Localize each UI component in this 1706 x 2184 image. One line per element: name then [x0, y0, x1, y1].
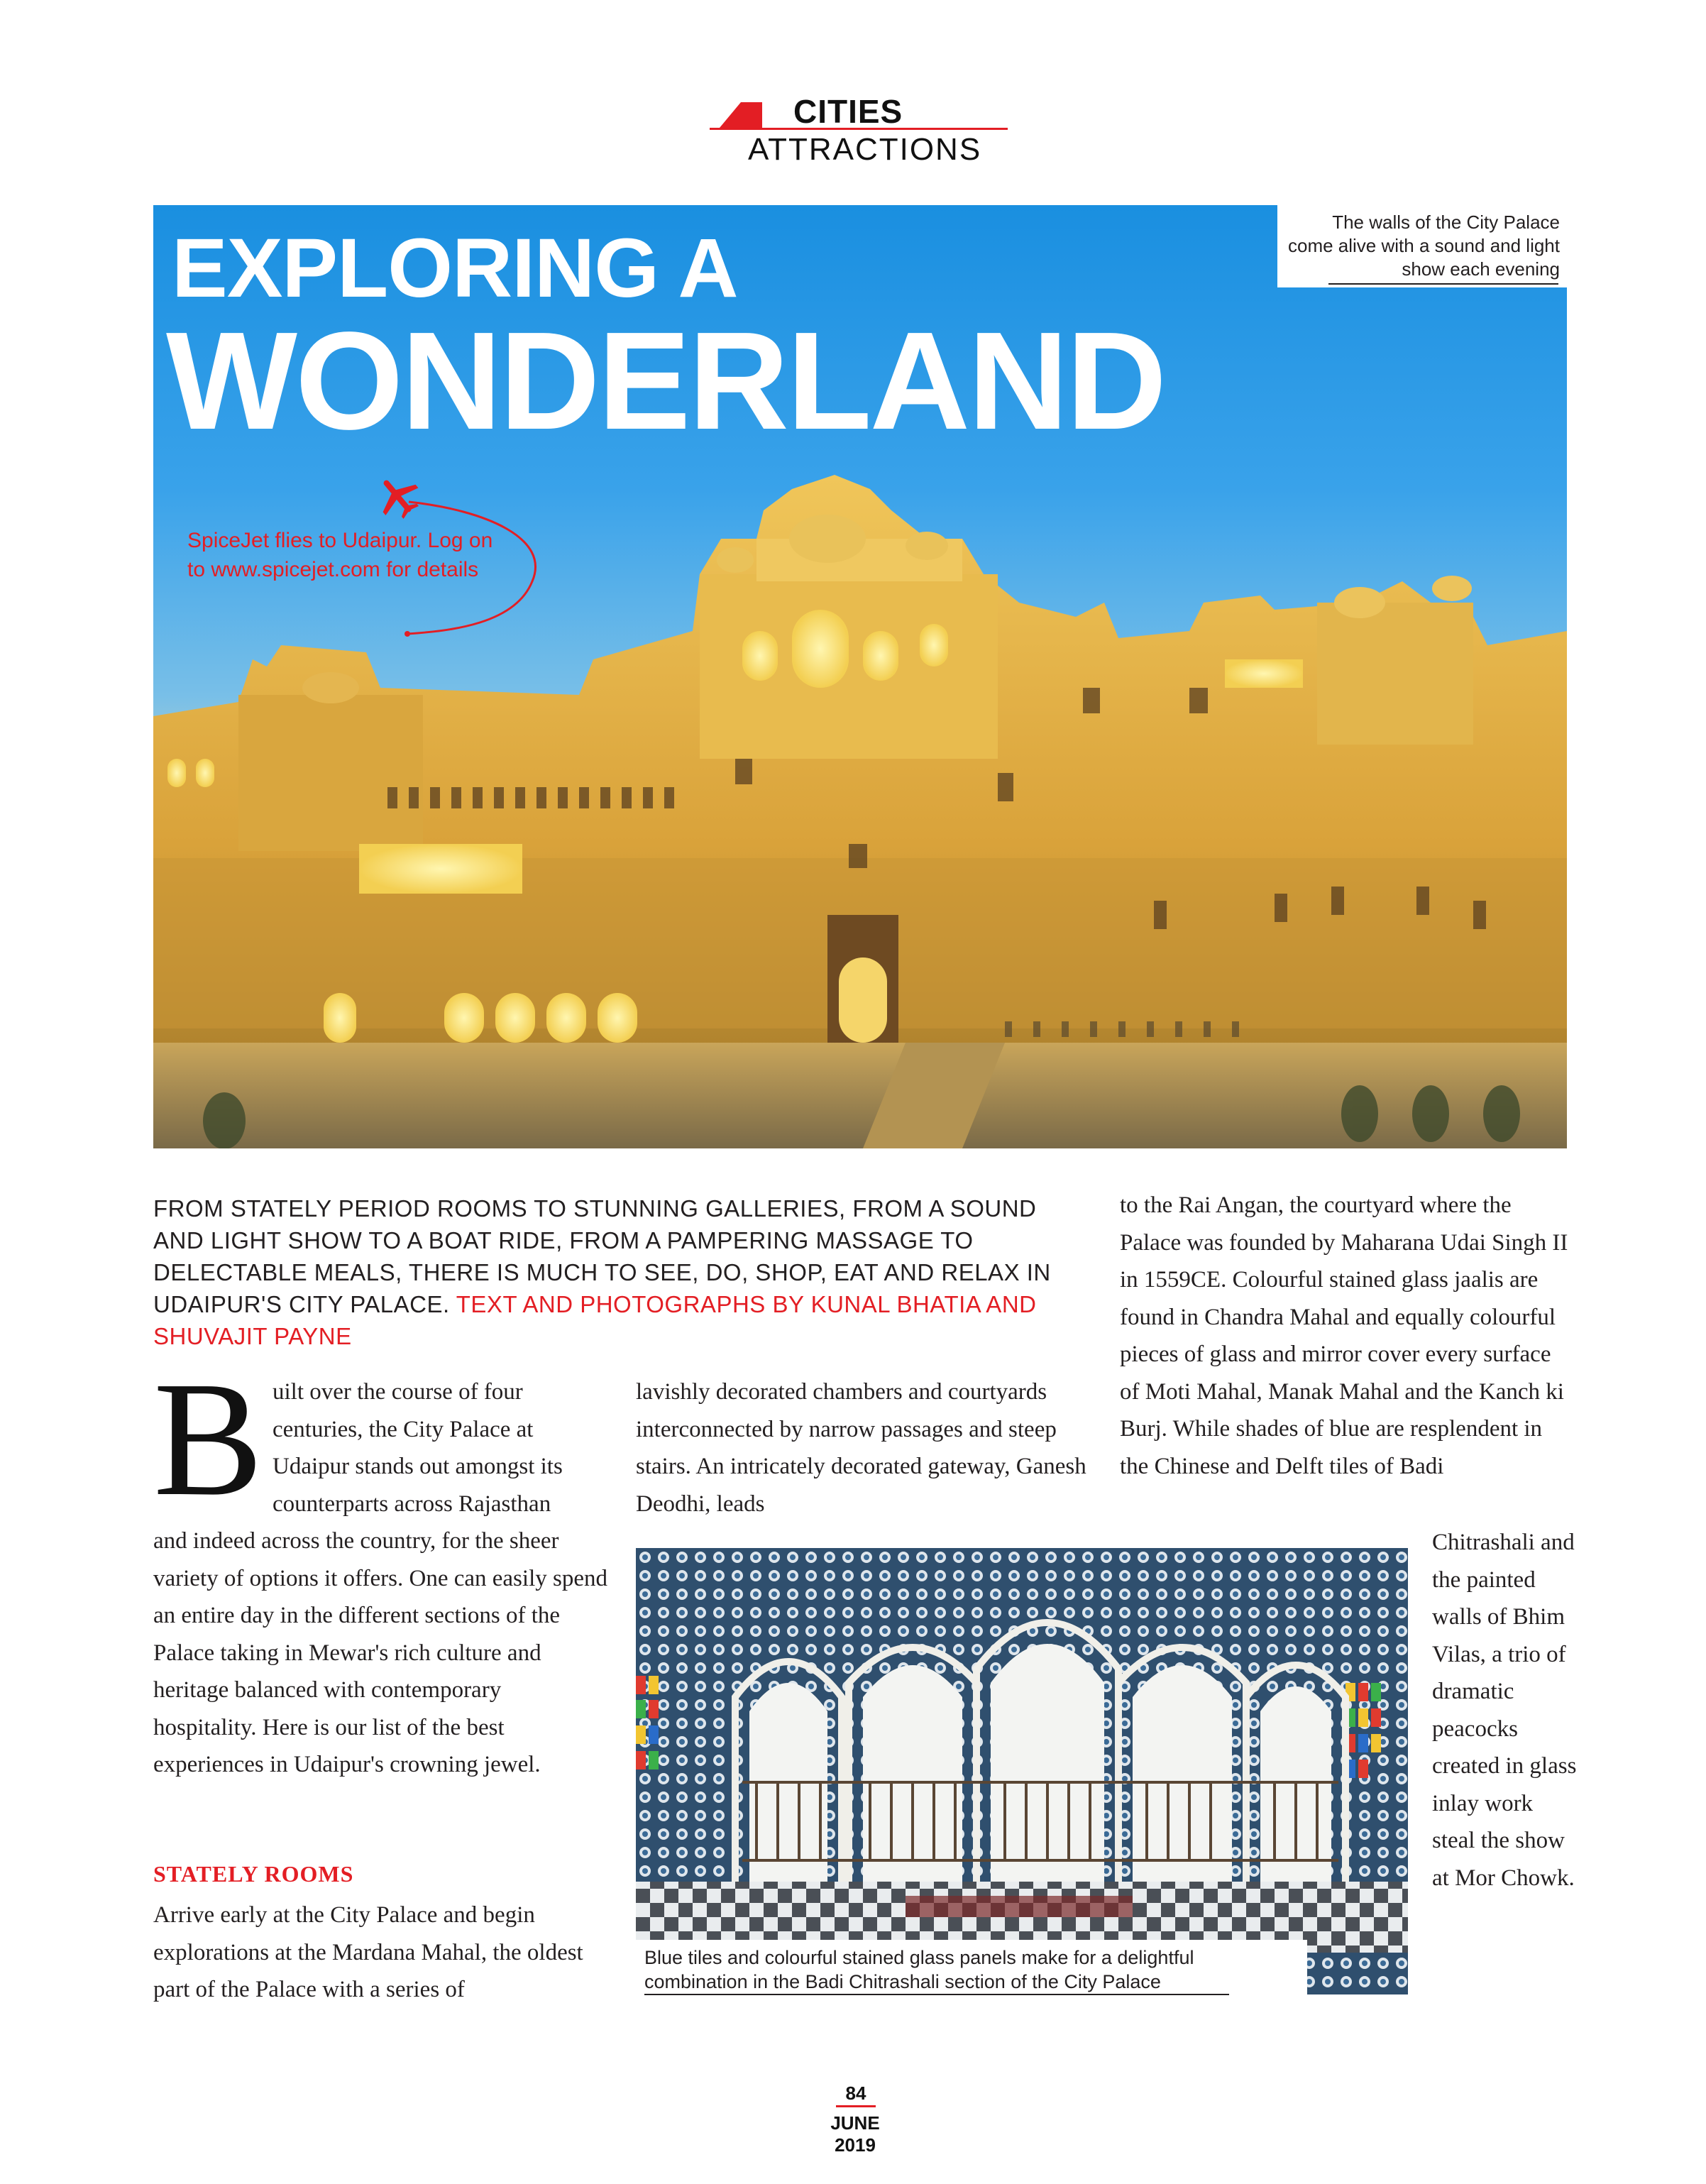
flight-path-icon: [153, 205, 721, 666]
column-3-wrap-text: Chitrashali and the painted walls of Bhim Vilas, a trio of dramatic peacocks created in glass inlay work steal the show at Mor Chowk.: [1432, 1530, 1577, 1891]
badi-chitrashali-illustration: [636, 1548, 1408, 1994]
inset-photo: [636, 1548, 1408, 1994]
page-number-underline: [836, 2105, 876, 2107]
column-3-text: to the Rai Angan, the courtyard where the Palace was founded by Maharana Udai Singh II in 1559CE. Colourful stained glass jaalis are found in Chandra Mahal and equally colourful pieces of glass and mirror cover every surface of Moti Mahal, Manak Mahal and the Kanch ki Burj. While shades of blue are resplendent in the Chinese and Delft tiles of Badi: [1120, 1192, 1568, 1479]
article-deck: [153, 1192, 1090, 1352]
airplane-icon: [375, 473, 420, 519]
column-1-intro: uilt over the course of four centuries, the City Palace at Udaipur stands out amongst its counterparts across Rajasthan: [273, 1379, 563, 1517]
column-1-stately-text: Arrive early at the City Palace and begin explorations at the Mardana Mahal, the oldest part of the Palace with a series of: [153, 1902, 583, 2002]
section-header: [710, 91, 1015, 169]
hero-photo: [153, 205, 1567, 1148]
subheading-stately-rooms: STATELY ROOMS: [153, 1861, 354, 1887]
section-label: CITIES: [793, 93, 903, 130]
issue-date: JUNE 2019: [830, 2112, 880, 2156]
caption-underline: [644, 1994, 1229, 1995]
column-2-text: lavishly decorated chambers and courtyards interconnected by narrow passages and steep stairs. An intricately decorated gateway, Ganesh Deodhi, leads: [636, 1379, 1086, 1517]
red-triangle-icon: [720, 102, 762, 128]
deck-text: FROM STATELY PERIOD ROOMS TO STUNNING GALLERIES, FROM A SOUND AND LIGHT SHOW TO A BOAT RIDE, FROM A PAMPERING MASSAGE TO DELECTABLE MEALS, THERE IS MUCH TO SEE, DO, SHOP, EAT AND RELAX IN UDAIPUR'S CITY PALACE.: [153, 1195, 1051, 1317]
column-1-text: and indeed across the country, for the sheer variety of options it offers. One can easily spend an entire day in the different sections of the Palace taking in Mewar's rich culture and heritage balanced with contemporary hospitality. Here is our list of the best experiences in Udaipur's crowning jewel.: [153, 1528, 607, 1777]
hero-photo-caption: The walls of the City Palace come alive with a sound and light show each evening: [1277, 205, 1567, 287]
caption-underline: [1328, 283, 1558, 285]
page-number: 84: [845, 2083, 866, 2104]
airline-note: SpiceJet flies to Udaipur. Log on to www.spicejet.com for details: [187, 529, 493, 581]
inset-photo-caption: Blue tiles and colourful stained glass panels make for a delightful combination in the Badi Chitrashali section of the City Palace: [636, 1940, 1307, 1997]
byline-credit: TEXT AND PHOTOGRAPHS BY KUNAL BHATIA AND SHUVAJIT PAYNE: [153, 1291, 1037, 1349]
headline-line-1: EXPLORING A: [172, 221, 738, 315]
drop-cap: B: [153, 1348, 263, 1530]
subsection-label: ATTRACTIONS: [748, 132, 982, 167]
headline-line-2: WONDERLAND: [166, 303, 1165, 459]
